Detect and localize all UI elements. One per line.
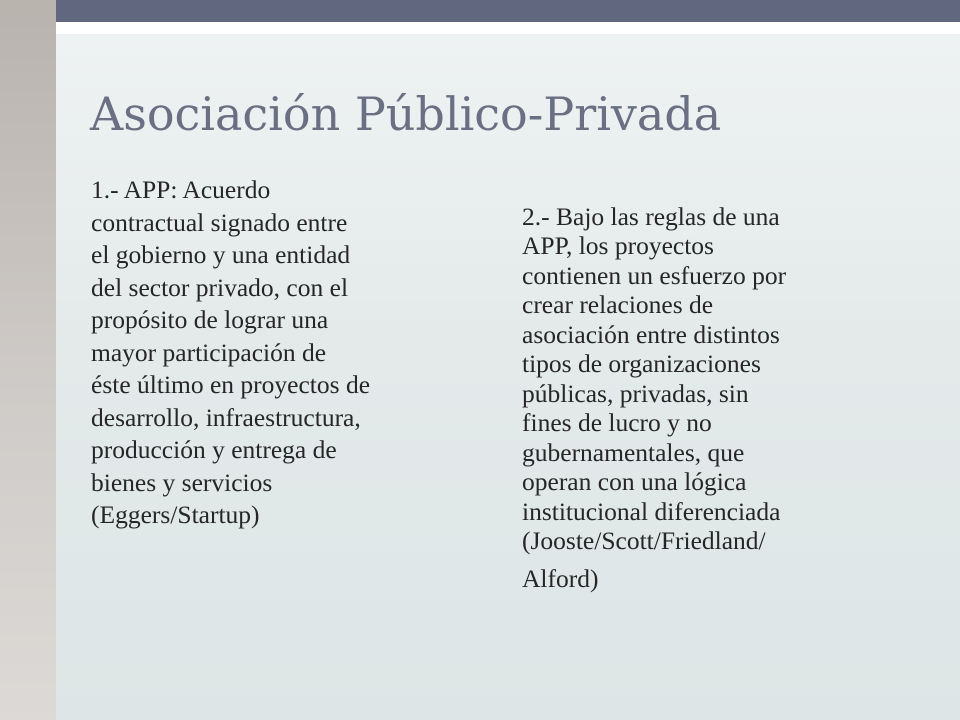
top-accent-bar — [56, 0, 960, 22]
slide-title: Asociación Público-Privada — [90, 87, 722, 141]
definition-left-column: 1.- APP: Acuerdo contractual signado entre el gobierno y una entidad del sector privado, con el propósito de lograr una mayor participación de éste último en proyectos de desarrollo, infraestructura, producción y entrega de bienes y servicios (Eggers/Startup) — [91, 175, 371, 529]
left-decorative-band — [0, 0, 56, 720]
definition-right-text: 2.- Bajo las reglas de una APP, los proyectos contienen un esfuerzo por crear relaciones de asociación entre distintos tipos de organizaciones públicas, privadas, sin fines de lucro y no gubernamentales, que operan con una lógica institucional diferenciada (Jooste/Scott/Friedland/ — [522, 201, 787, 555]
definition-right-tail: Alford) — [522, 563, 599, 593]
top-divider — [56, 22, 960, 34]
definition-right-column — [522, 172, 922, 623]
